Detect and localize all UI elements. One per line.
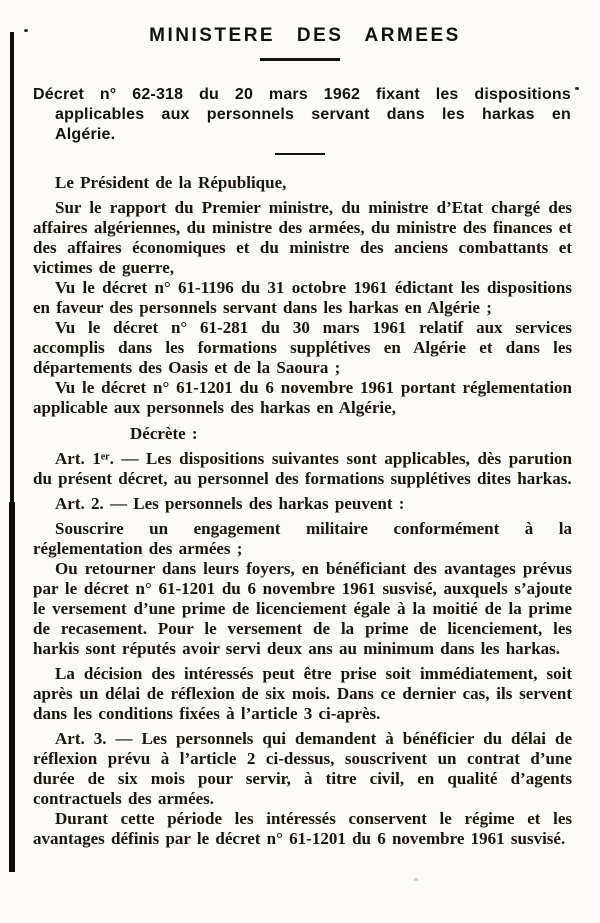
paragraph-vu-61-1196: Vu le décret n° 61-1196 du 31 octobre 1961 édictant les dispositions en faveur des personnels servant dans les harkas en Algérie ;: [33, 278, 572, 317]
paragraph-decrete: Décrète :: [130, 424, 198, 443]
paragraph-durant: Durant cette période les intéressés conservent le régime et les avantages définis par le décret n° 61-1201 du 6 novembre 1961 susvisé.: [33, 809, 572, 848]
decree-body: [33, 173, 572, 849]
paragraph-retourner: Ou retourner dans leurs foyers, en bénéficiant des avantages prévus par le décret n° 61-1201 du 6 novembre 1961 susvisé, auxquels s’ajoute le versement d’une prime de licenciement égale à la moitié de la prime de recasement. Pour le versement de la prime de licenciement, les harkis sont réputés avoir servi deux ans au minimum dans les harkas.: [33, 559, 572, 658]
scanned-gazette-page: [0, 26, 600, 923]
paragraph-article-3: Art. 3. — Les personnels qui demandent à bénéficier du délai de réflexion prévu à l’article 2 ci-dessus, souscrivent un contrat d’une durée de six mois pour servir, à titre civil, en qualité d’agents contractuels des armées.: [33, 729, 572, 808]
paragraph-rapport: Sur le rapport du Premier ministre, du ministre d’Etat chargé des affaires algériennes, du ministre des armées, du ministre des finances et des affaires économiques et du ministre des anciens combattants et victimes de guerre,: [33, 198, 572, 277]
paragraph-souscrire: Souscrire un engagement militaire conformément à la réglementation des armées ;: [33, 519, 572, 558]
ministry-title: MINISTERE DES ARMEES: [149, 25, 461, 46]
paragraph-vu-61-281: Vu le décret n° 61-281 du 30 mars 1961 relatif aux services accomplis dans les formations supplétives en Algérie et dans les départements des Oasis et de la Saoura ;: [33, 318, 572, 377]
paragraph-decision: La décision des intéressés peut être prise soit immédiatement, soit après un délai de réflexion de six mois. Dans ce dernier cas, ils servent dans les conditions fixées à l’article 3 ci-après.: [33, 664, 572, 723]
ink-speck: [414, 878, 418, 881]
paragraph-article-1: Art. 1ᵉʳ. — Les dispositions suivantes sont applicables, dès parution du présent décret, au personnel des formations supplétives dites harkas.: [33, 449, 572, 488]
document-scan: [0, 26, 600, 923]
ink-speck: [575, 87, 579, 90]
separator-rule: [275, 153, 325, 155]
paragraph-vu-61-1201: Vu le décret n° 61-1201 du 6 novembre 1961 portant réglementation applicable aux personnels des harkas en Algérie,: [33, 378, 572, 417]
decree-heading: Décret n° 62-318 du 20 mars 1962 fixant les dispositions applicables aux personnels servant dans les harkas en Algérie.: [33, 86, 571, 143]
paragraph-president: Le Président de la République,: [55, 173, 287, 192]
page-edge-line: [10, 32, 14, 872]
separator-rule: [260, 58, 340, 61]
paragraph-article-2: Art. 2. — Les personnels des harkas peuvent :: [55, 494, 405, 513]
ink-speck: [24, 29, 28, 32]
